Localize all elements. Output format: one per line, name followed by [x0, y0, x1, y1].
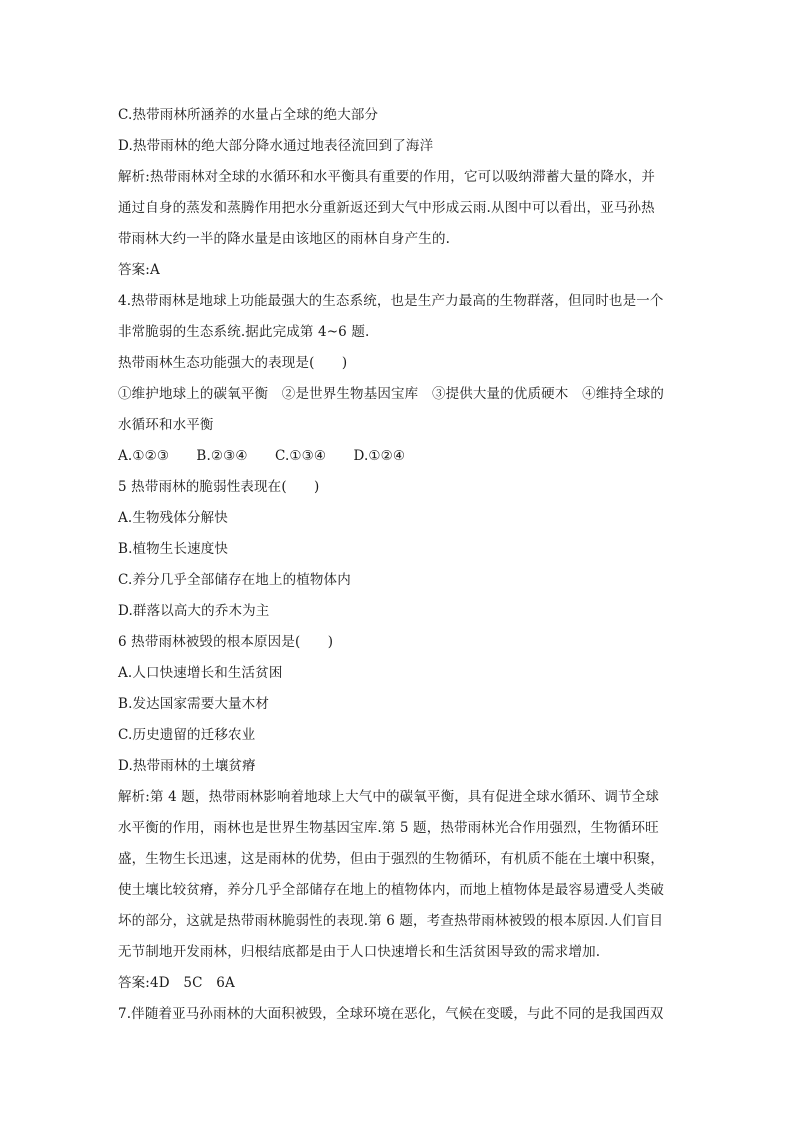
- question-6-option-b: B.发达国家需要大量木材: [118, 696, 270, 712]
- question-5-option-d: D.群落以高大的乔木为主: [118, 603, 270, 619]
- question-4-options: A.①②③ B.②③④ C.①③④ D.①②④: [118, 448, 406, 464]
- question-5-option-b: B.植物生长速度快: [118, 541, 229, 557]
- question-6-option-c: C.历史遗留的迁移农业: [118, 727, 256, 743]
- analysis-line: 使土壤比较贫瘠，养分几乎全部储存在地上的植物体内，而地上植物体是最容易遭受人类破: [118, 882, 664, 898]
- question-4-statements: ①维护地球上的碳氧平衡 ②是世界生物基因宝库 ③提供大量的优质硬木 ④维持全球的: [118, 386, 664, 402]
- analysis-line: 通过自身的蒸发和蒸腾作用把水分重新返还到大气中形成云雨.从图中可以看出，亚马孙热: [118, 200, 655, 216]
- question-6-option-a: A.人口快速增长和生活贫困: [118, 665, 283, 681]
- analysis-line: 无节制地开发雨林，归根结底都是由于人口快速增长和生活贫困导致的需求增加.: [118, 944, 601, 960]
- analysis-line: 解析:热带雨林对全球的水循环和水平衡具有重要的作用，它可以吸纳滞蓄大量的降水，并: [118, 169, 656, 185]
- answer-line: 答案:A: [118, 262, 160, 278]
- question-7: 7.伴随着亚马孙雨林的大面积被毁，全球环境在恶化，气候在变暖，与此不同的是我国西双: [118, 1006, 664, 1022]
- option-c: C.热带雨林所涵养的水量占全球的绝大部分: [118, 107, 379, 123]
- analysis-line: 带雨林大约一半的降水量是由该地区的雨林自身产生的.: [118, 231, 451, 247]
- question-6: 6 热带雨林被毁的根本原因是( ): [118, 634, 334, 650]
- question-6-option-d: D.热带雨林的土壤贫瘠: [118, 758, 256, 774]
- question-5-option-a: A.生物残体分解快: [118, 510, 228, 526]
- question-stem: 非常脆弱的生态系统.据此完成第 4~6 题.: [118, 324, 370, 340]
- analysis-line: 解析:第 4 题，热带雨林影响着地球上大气中的碳氧平衡，具有促进全球水循环、调节全球: [118, 789, 660, 805]
- answer-line: 答案:4D 5C 6A: [118, 975, 235, 991]
- question-4-statements: 水循环和水平衡: [118, 417, 214, 433]
- analysis-line: 坏的部分，这就是热带雨林脆弱性的表现.第 6 题，考查热带雨林被毁的根本原因.人们盲目: [118, 913, 664, 929]
- analysis-line: 盛，生物生长迅速，这是雨林的优势，但由于强烈的生物循环，有机质不能在土壤中积聚，: [118, 851, 664, 867]
- question-5: 5 热带雨林的脆弱性表现在( ): [118, 479, 320, 495]
- option-d: D.热带雨林的绝大部分降水通过地表径流回到了海洋: [118, 138, 434, 154]
- question-5-option-c: C.养分几乎全部储存在地上的植物体内: [118, 572, 351, 588]
- document-body: [118, 100, 678, 1030]
- question-stem: 4.热带雨林是地球上功能最强大的生态系统，也是生产力最高的生物群落，但同时也是一个: [118, 293, 664, 309]
- question-4: 热带雨林生态功能强大的表现是( ): [118, 355, 348, 371]
- analysis-line: 水平衡的作用，雨林也是世界生物基因宝库.第 5 题，热带雨林光合作用强烈，生物循环旺: [118, 820, 659, 836]
